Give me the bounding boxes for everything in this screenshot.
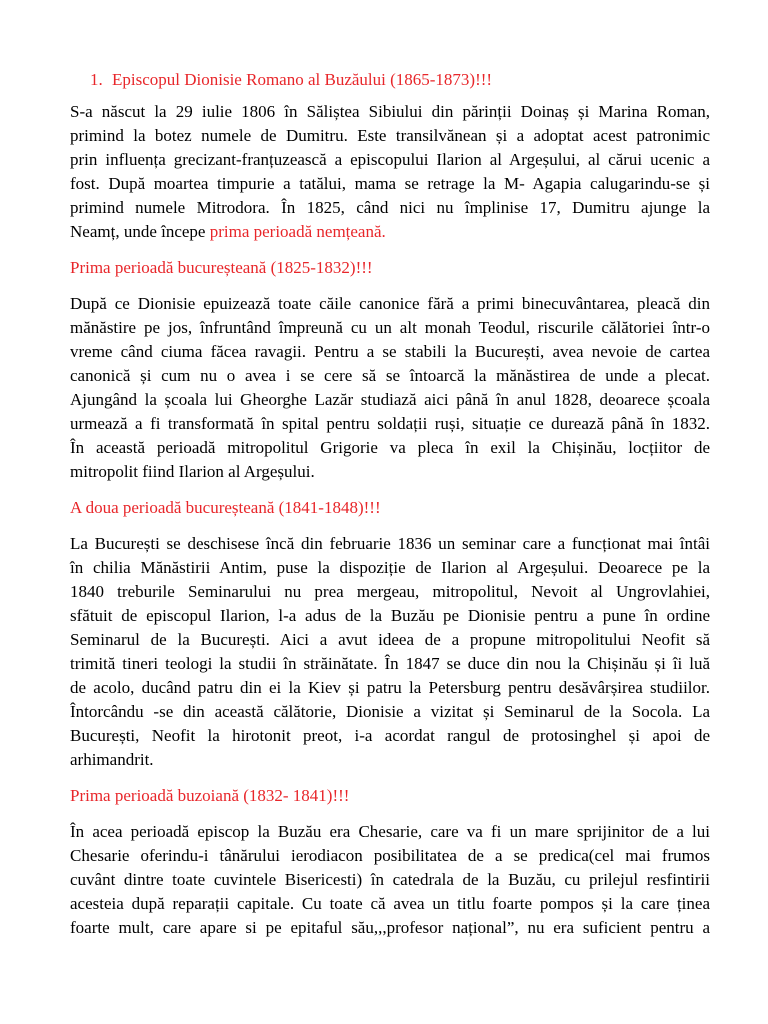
section-paragraph-second-bucharest — [70, 532, 710, 772]
paragraph-line: vreme când ciuma făcea ravagii. Pentru a se stabili la București, avea nevoie de cartea — [70, 342, 710, 361]
document-body — [70, 68, 710, 940]
paragraph-line: canonică și cum nu o avea i se cere să se întoarcă la mănăstirea de unde a plecat. — [70, 366, 710, 385]
paragraph-line: urmează a fi transformată în spital pentru soldații ruși, situație ce durează până în 1832. — [70, 414, 710, 433]
paragraph-line: După ce Dionisie epuizează toate căile canonice fără a primi binecuvântarea, pleacă din — [70, 294, 710, 313]
paragraph-line: primind la botez numele de Dumitru. Este transilvănean și a adoptat acest patronimic — [70, 126, 710, 145]
paragraph-line: primind numele Mitrodora. În 1825, când nici nu împlinise 17, Dumitru ajunge la — [70, 198, 710, 217]
paragraph-line: arhimandrit. — [70, 750, 154, 769]
paragraph-line: mitropolit fiind Ilarion al Argeșului. — [70, 462, 315, 481]
paragraph-line: 1840 treburile Seminarului nu prea mergeau, mitropolitul, Nevoit al Ungrovlahiei, — [70, 582, 710, 601]
paragraph-line: în chilia Mănăstirii Antim, puse la dispoziție de Ilarion al Argeșului. Deoarece pe la — [70, 558, 710, 577]
paragraph-line: acesteia după reparații capitale. Cu toate că avea un titlu foarte pompos și la care ținea — [70, 894, 710, 913]
paragraph-line: prin influența grecizant-franțuzească a episcopului Ilarion al Argeșului, al cărui ucenic a — [70, 150, 710, 169]
section-heading-first-buzau: Prima perioadă buzoiană (1832- 1841)!!! — [70, 786, 350, 805]
paragraph-line: În acea perioadă episcop la Buzău era Chesarie, care va fi un mare sprijinitor de a lui — [70, 822, 710, 841]
paragraph-line: București, Neofit la hirotonit preot, i-a acordat rangul de protosinghel și apoi de — [70, 726, 710, 745]
intro-highlight-text: prima perioadă nemțeană. — [209, 222, 386, 241]
section-paragraph-first-bucharest — [70, 292, 710, 484]
paragraph-line: fost. După moartea timpurie a tatălui, mama se retrage la M- Agapia calugarindu-se și — [70, 174, 710, 193]
title-number: 1. — [90, 70, 103, 89]
paragraph-line — [70, 220, 710, 244]
paragraph-line: foarte mult, care apare si pe epitaful său,,,profesor național”, nu era suficient pentru a — [70, 918, 710, 937]
intro-last-line-text: Neamț, unde începe — [70, 222, 210, 241]
paragraph-line: sfătuit de episcopul Ilarion, l-a adus de la Buzău pe Dionisie pentru a pune în ordine — [70, 606, 710, 625]
paragraph-line: S-a născut la 29 iulie 1806 în Săliștea Sibiului din părinții Doinaș și Marina Roman, — [70, 102, 710, 121]
section-heading-first-bucharest: Prima perioadă bucureșteană (1825-1832)!!! — [70, 258, 373, 277]
paragraph-line: cuvânt dintre toate cuvintele Bisericesti) în catedrala de la Buzău, cu prilejul resfintirii — [70, 870, 710, 889]
paragraph-line: Întorcându -se din această călătorie, Dionisie a vizitat și Seminarul de la Socola. La — [70, 702, 710, 721]
paragraph-line: Seminarul de la București. Aici a avut ideea de a propune mitropolitului Neofit să — [70, 630, 710, 649]
paragraph-line: La București se deschisese încă din februarie 1836 un seminar care a funcționat mai întâi — [70, 534, 710, 553]
document-title — [90, 68, 710, 92]
section-heading-second-bucharest: A doua perioadă bucureșteană (1841-1848)!!! — [70, 498, 381, 517]
section-paragraph-first-buzau — [70, 820, 710, 940]
paragraph-line: În această perioadă mitropolitul Grigorie va pleca în exil la Chișinău, locțiitor de — [70, 438, 710, 457]
paragraph-line: trimită tineri teologi la studii în străinătate. În 1847 se duce din nou la Chișinău și îi luă — [70, 654, 710, 673]
paragraph-line: de acolo, ducând patru din ei la Kiev și patru la Petersburg pentru desăvârșirea studiilor. — [70, 678, 710, 697]
paragraph-line: Chesarie oferindu-i tânărului ierodiacon posibilitatea de a se predica(cel mai frumos — [70, 846, 710, 865]
title-text: Episcopul Dionisie Romano al Buzăului (1865-1873)!!! — [112, 70, 493, 89]
paragraph-line: mănăstire pe jos, înfruntând împreună cu un alt monah Teodul, riscurile călătoriei într-o — [70, 318, 710, 337]
intro-paragraph — [70, 100, 710, 244]
paragraph-line: Ajungând la școala lui Gheorghe Lazăr studiază aici până în anul 1828, deoarece școala — [70, 390, 710, 409]
